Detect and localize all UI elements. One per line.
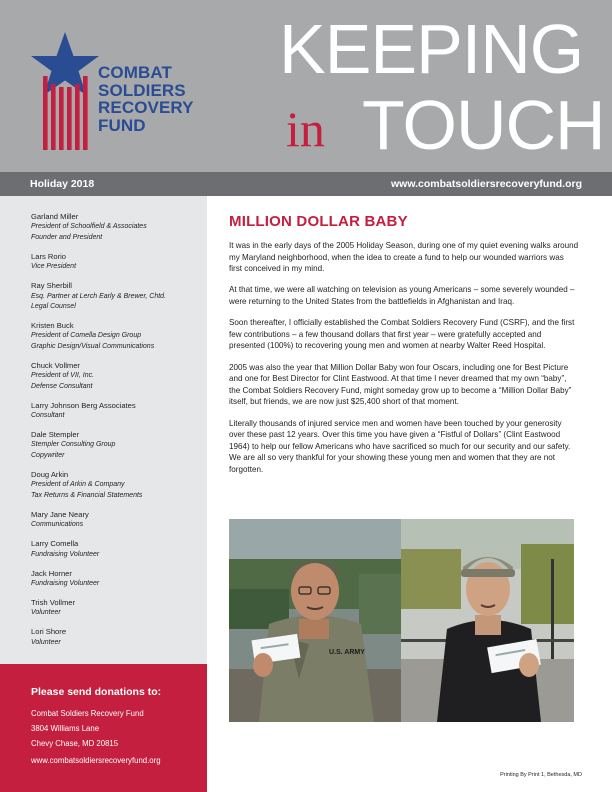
org-name-line: RECOVERY [98, 98, 194, 117]
org-name-line: FUND [98, 115, 146, 135]
staff-role: Tax Returns & Financial Statements [31, 491, 143, 499]
staff-entry [31, 212, 203, 243]
staff-name: Mary Jane Neary [31, 509, 89, 519]
staff-role: Founder and President [31, 233, 103, 241]
org-name [98, 64, 194, 134]
article-paragraph: Literally thousands of injured service men and women have been touched by your generosity over these past 12 years. Over this time you have given a “Fistful of Dollars” (Clint Eastwood 1964) to help our fellow Americans who have sacrificed so much for our security and our safety. We are all so very thankful for your showing these young men and women that they are not forgotten. [229, 418, 571, 474]
staff-name: Kristen Buck [31, 321, 74, 331]
photo-soldier-with-check [229, 519, 402, 722]
staff-role: Volunteer [31, 638, 61, 646]
staff-name: Larry Comella [31, 539, 79, 549]
issue-date: Holiday 2018 [30, 178, 95, 190]
staff-role: Esq. Partner at Lerch Early & Brewer, Chtd. [31, 292, 167, 300]
staff-entry [31, 281, 203, 312]
staff-name: Lori Shore [31, 627, 67, 637]
staff-role: Consultant [31, 412, 65, 420]
staff-role: Legal Counsel [31, 303, 76, 311]
donation-website-link[interactable]: www.combatsoldiersrecoveryfund.org [31, 756, 161, 765]
staff-role: Volunteer [31, 609, 61, 617]
staff-name: Chuck Vollmer [31, 360, 80, 370]
staff-role: Communications [31, 521, 84, 529]
staff-role: Fundraising Volunteer [31, 550, 100, 558]
staff-entry [31, 470, 203, 501]
staff-role: Copywriter [31, 451, 65, 459]
staff-role: Vice President [31, 263, 77, 271]
donation-box [0, 664, 207, 792]
staff-entry [31, 430, 203, 461]
newsletter-title-in: in [286, 101, 325, 157]
staff-name: Dale Stempler [31, 430, 80, 440]
article-paragraph: 2005 was also the year that Million Dollar Baby won four Oscars, including one for Best Picture and one for Best Director for Clint Eastwood. At that time I never dreamed that my own “baby”, the Combat Soldiers Recovery Fund, might someday grow up to become a “Million Dollar Baby” itself, but friends, we are now just $25,400 short of that moment. [229, 362, 572, 407]
printer-credit: Printing By Print 1, Bethesda, MD [500, 772, 582, 778]
donation-address-line: 3804 Williams Lane [31, 724, 100, 733]
org-name-line: SOLDIERS [98, 80, 186, 100]
article-paragraph: At that time, we were all watching on television as young Americans – some severely wounded – were returning to the United States from the battlefields in Afghanistan and Iraq. [229, 285, 575, 306]
staff-role: President of Arkin & Company [31, 481, 125, 489]
staff-entry [31, 598, 203, 619]
staff-role: Graphic Design/Visual Communications [31, 342, 155, 350]
staff-role: President of VII, Inc. [31, 372, 95, 380]
staff-role: President of Schoolfield & Associates [31, 223, 147, 231]
donation-title: Please send donations to: [31, 686, 162, 698]
staff-name: Jack Horner [31, 568, 72, 578]
uniform-tape-text: U.S. ARMY [329, 649, 365, 656]
newsletter-title-touch: TOUCH [362, 86, 605, 164]
staff-entry [31, 401, 203, 422]
article-paragraph: Soon thereafter, I officially established the Combat Soldiers Recovery Fund (CSRF), and the first few contributions – a few thousand dollars that first year – were gratefully accepted and presented (100%) to recovering young men and women at nearby Walter Reed Hospital. [229, 318, 575, 351]
org-name-line: COMBAT [98, 63, 172, 82]
staff-name: Lars Rorio [31, 251, 67, 261]
staff-name: Doug Arkin [31, 469, 69, 479]
staff-role: Stempler Consulting Group [31, 441, 116, 449]
article-headline: MILLION DOLLAR BABY [229, 213, 408, 230]
header-website-link[interactable]: www.combatsoldiersrecoveryfund.org [391, 178, 582, 190]
staff-entry [31, 569, 203, 590]
staff-name: Trish Vollmer [31, 597, 76, 607]
staff-entry [31, 252, 203, 273]
staff-name: Larry Johnson Berg Associates [31, 400, 136, 410]
staff-role: Defense Consultant [31, 382, 93, 390]
article-paragraph: It was in the early days of the 2005 Holiday Season, during one of my quiet evening walks around my Maryland neighborhood, when the idea to create a fund to help our wounded warriors was first conceived in my mind. [229, 241, 579, 274]
article-body [229, 240, 579, 485]
staff-entry [31, 627, 203, 648]
donation-address-line: Chevy Chase, MD 20815 [31, 739, 119, 748]
staff-entry [31, 361, 203, 392]
staff-entry [31, 321, 203, 352]
newsletter-title-keeping: KEEPING [279, 10, 584, 88]
staff-entry [31, 539, 203, 560]
staff-role: President of Comella Design Group [31, 332, 142, 340]
photo-veteran-with-check [401, 519, 574, 722]
staff-role: Fundraising Volunteer [31, 579, 100, 587]
staff-list [31, 212, 203, 657]
donation-address-line: Combat Soldiers Recovery Fund [31, 709, 144, 718]
staff-name: Garland Miller [31, 212, 79, 221]
staff-entry [31, 510, 203, 531]
staff-name: Ray Sherbill [31, 281, 72, 291]
star-and-stripes-icon [30, 32, 100, 150]
